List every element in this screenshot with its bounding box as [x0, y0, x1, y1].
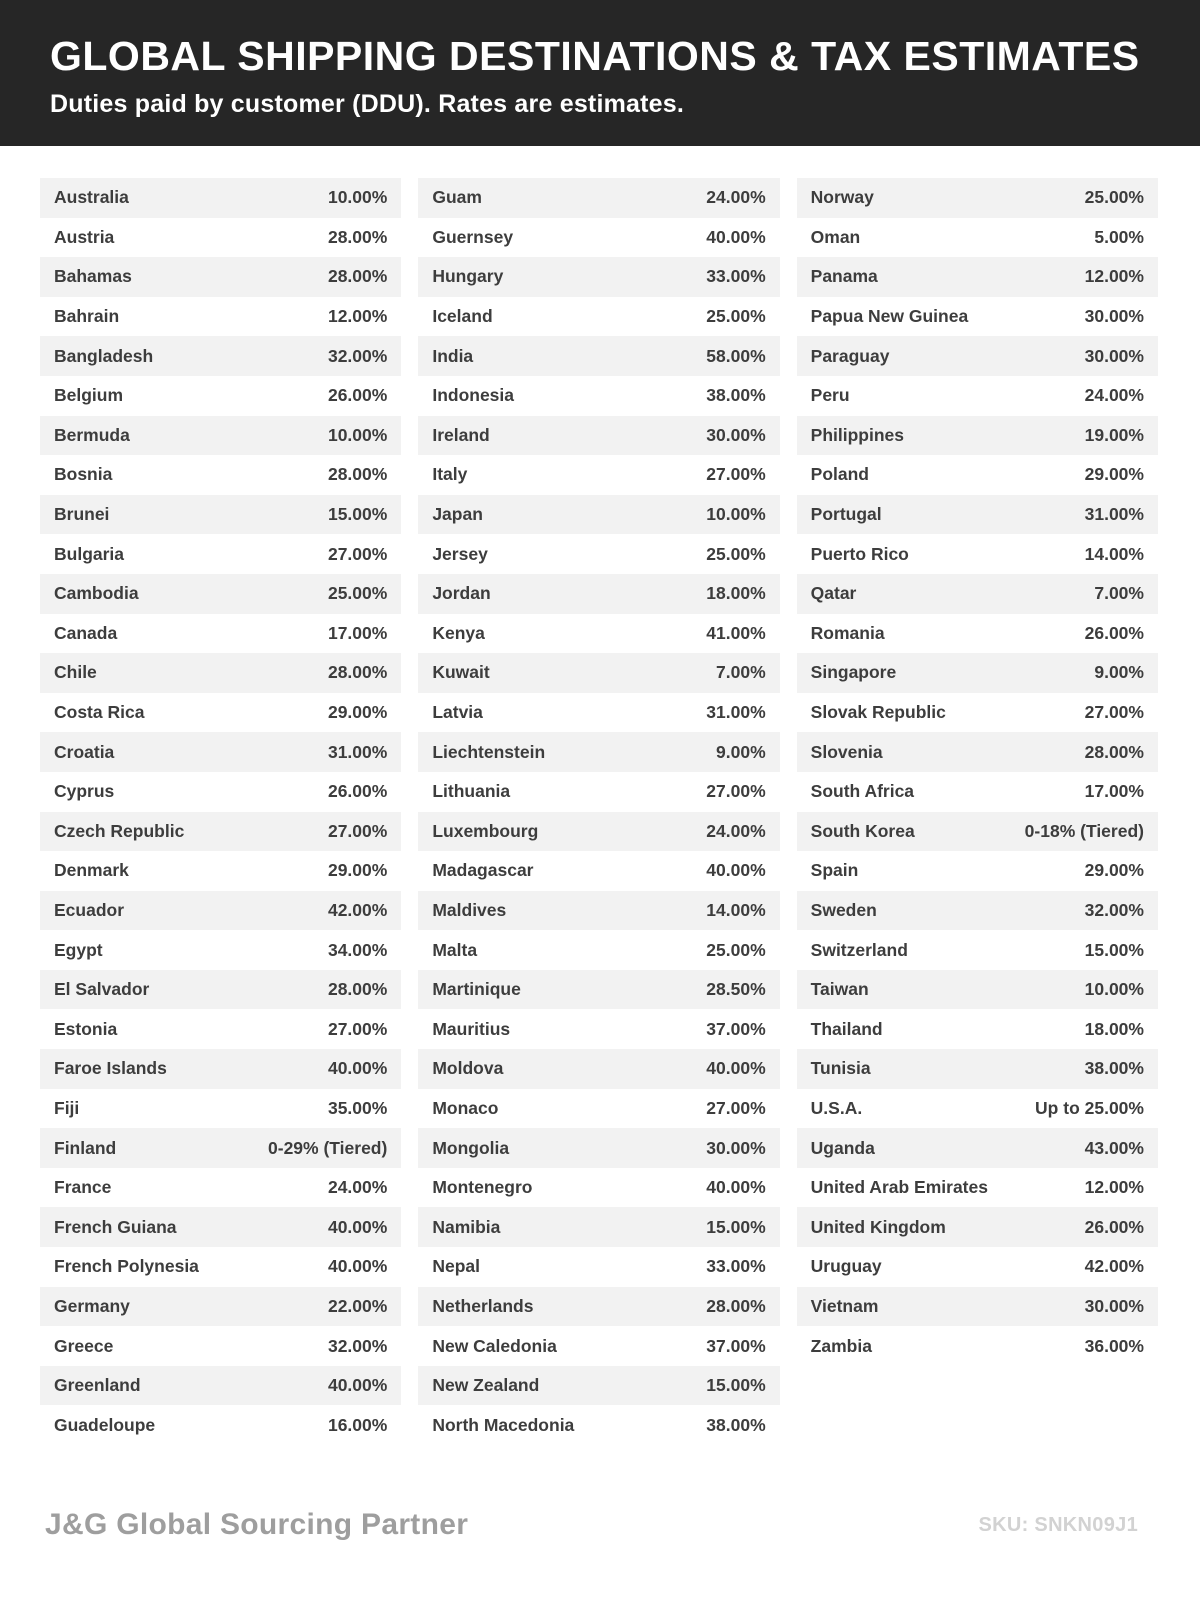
- rates-table: [40, 178, 1158, 1445]
- rate-value: 31.00%: [706, 702, 766, 723]
- rate-value: 32.00%: [1084, 899, 1144, 920]
- table-row: [40, 1128, 401, 1168]
- table-row: [418, 1128, 779, 1168]
- country-label: Bermuda: [54, 424, 130, 445]
- table-row: [40, 416, 401, 456]
- country-label: Fiji: [54, 1097, 80, 1118]
- table-row: [418, 1247, 779, 1287]
- rate-value: 15.00%: [706, 1216, 766, 1237]
- rate-value: 40.00%: [706, 1058, 766, 1079]
- country-label: New Caledonia: [432, 1335, 557, 1356]
- rates-column-3: [797, 178, 1158, 1445]
- country-label: Spain: [810, 860, 859, 881]
- footer: [45, 1508, 1138, 1542]
- country-label: Latvia: [432, 702, 483, 723]
- rate-value: 15.00%: [1084, 939, 1144, 960]
- rate-value: 26.00%: [1084, 1216, 1144, 1237]
- rate-value: 41.00%: [706, 622, 766, 643]
- country-label: Chile: [54, 662, 97, 683]
- country-label: Hungary: [432, 266, 504, 287]
- rate-value: 17.00%: [327, 622, 388, 643]
- country-label: New Zealand: [432, 1375, 540, 1396]
- rate-value: 30.00%: [1084, 1295, 1144, 1316]
- country-label: South Korea: [810, 820, 915, 841]
- country-label: French Polynesia: [54, 1256, 199, 1277]
- country-label: Madagascar: [432, 860, 534, 881]
- rate-value: 9.00%: [716, 741, 766, 762]
- country-label: Bulgaria: [54, 543, 125, 564]
- rate-value: 12.00%: [1084, 1177, 1144, 1198]
- page-subtitle: Duties paid by customer (DDU). Rates are estimates.: [50, 90, 685, 119]
- table-row: [418, 218, 779, 258]
- table-row: [40, 693, 401, 733]
- country-label: United Kingdom: [810, 1216, 946, 1237]
- country-label: Bosnia: [54, 464, 113, 485]
- country-label: Germany: [54, 1295, 130, 1316]
- table-row: [797, 495, 1158, 535]
- country-label: Peru: [810, 385, 850, 406]
- country-label: Moldova: [432, 1058, 504, 1079]
- table-row: [797, 1326, 1158, 1366]
- table-row: [418, 257, 779, 297]
- rate-value: 7.00%: [716, 662, 766, 683]
- table-row: [418, 1366, 779, 1406]
- table-row: [797, 891, 1158, 931]
- table-row: [797, 614, 1158, 654]
- table-row: [418, 1207, 779, 1247]
- country-label: Luxembourg: [432, 820, 539, 841]
- country-label: El Salvador: [54, 979, 150, 1000]
- table-row: [797, 930, 1158, 970]
- table-row: [40, 1326, 401, 1366]
- table-row: [418, 772, 779, 812]
- rate-value: 28.00%: [327, 662, 388, 683]
- rate-value: 31.00%: [1084, 504, 1144, 525]
- country-label: Kenya: [432, 622, 485, 643]
- rates-column-2: [418, 178, 779, 1445]
- country-label: Egypt: [54, 939, 103, 960]
- country-label: Mauritius: [432, 1018, 511, 1039]
- country-label: Jordan: [432, 583, 491, 604]
- table-row: [797, 851, 1158, 891]
- table-row: [40, 1287, 401, 1327]
- country-label: Czech Republic: [54, 820, 185, 841]
- country-label: Kuwait: [432, 662, 490, 683]
- table-row: [40, 891, 401, 931]
- country-label: Portugal: [810, 504, 882, 525]
- rate-value: 12.00%: [1084, 266, 1144, 287]
- country-label: Paraguay: [810, 345, 890, 366]
- table-row: [418, 1009, 779, 1049]
- country-label: Poland: [810, 464, 869, 485]
- rate-value: 24.00%: [706, 820, 766, 841]
- rate-value: 27.00%: [1084, 702, 1144, 723]
- table-row: [418, 376, 779, 416]
- rate-value: 28.00%: [1084, 741, 1144, 762]
- country-label: Taiwan: [810, 979, 869, 1000]
- country-label: Canada: [54, 622, 118, 643]
- table-row: [797, 336, 1158, 376]
- country-label: Romania: [810, 622, 885, 643]
- table-row: [797, 297, 1158, 337]
- table-row: [418, 574, 779, 614]
- rate-value: 25.00%: [706, 306, 766, 327]
- country-label: Vietnam: [810, 1295, 879, 1316]
- rate-value: 28.00%: [327, 979, 388, 1000]
- country-label: U.S.A.: [810, 1097, 863, 1118]
- rate-value: 43.00%: [1084, 1137, 1144, 1158]
- table-row: [40, 1366, 401, 1406]
- country-label: Papua New Guinea: [810, 306, 969, 327]
- table-row: [797, 1168, 1158, 1208]
- rate-value: Up to 25.00%: [1035, 1097, 1144, 1118]
- rate-value: 12.00%: [327, 306, 388, 327]
- table-row: [797, 1049, 1158, 1089]
- rate-value: 40.00%: [706, 226, 766, 247]
- rate-value: 33.00%: [706, 1256, 766, 1277]
- table-row: [40, 1168, 401, 1208]
- table-row: [418, 297, 779, 337]
- country-label: Singapore: [810, 662, 897, 683]
- rate-value: 24.00%: [706, 187, 766, 208]
- table-row: [797, 653, 1158, 693]
- rate-value: 25.00%: [1084, 187, 1144, 208]
- country-label: Namibia: [432, 1216, 501, 1237]
- table-row: [40, 970, 401, 1010]
- country-label: Estonia: [54, 1018, 118, 1039]
- rate-value: 25.00%: [327, 583, 388, 604]
- country-label: Greece: [54, 1335, 114, 1356]
- table-row: [40, 653, 401, 693]
- table-row: [797, 732, 1158, 772]
- rate-value: 32.00%: [327, 345, 388, 366]
- country-label: Oman: [810, 226, 861, 247]
- rate-value: 32.00%: [327, 1335, 388, 1356]
- rate-value: 19.00%: [1084, 424, 1144, 445]
- rate-value: 10.00%: [327, 424, 388, 445]
- table-row: [797, 693, 1158, 733]
- table-row: [797, 416, 1158, 456]
- rate-value: 27.00%: [327, 1018, 388, 1039]
- rate-value: 38.00%: [706, 385, 766, 406]
- rate-value: 0-29% (Tiered): [268, 1137, 388, 1158]
- country-label: Uruguay: [810, 1256, 882, 1277]
- country-label: Bahrain: [54, 306, 120, 327]
- table-row: [418, 178, 779, 218]
- country-label: Mongolia: [432, 1137, 510, 1158]
- table-row: [797, 218, 1158, 258]
- country-label: United Arab Emirates: [810, 1177, 988, 1198]
- rate-value: 10.00%: [706, 504, 766, 525]
- country-label: Austria: [54, 226, 115, 247]
- country-label: Ireland: [432, 424, 490, 445]
- rate-value: 27.00%: [706, 781, 766, 802]
- rate-value: 38.00%: [706, 1414, 766, 1435]
- rate-value: 25.00%: [706, 939, 766, 960]
- rate-value: 38.00%: [1084, 1058, 1144, 1079]
- table-row: [418, 812, 779, 852]
- rate-value: 36.00%: [1084, 1335, 1144, 1356]
- table-row: [418, 732, 779, 772]
- table-row: [797, 376, 1158, 416]
- rate-value: 30.00%: [706, 1137, 766, 1158]
- rate-value: 14.00%: [1084, 543, 1144, 564]
- table-row: [797, 1128, 1158, 1168]
- rate-value: 27.00%: [706, 464, 766, 485]
- table-row: [418, 970, 779, 1010]
- rate-value: 15.00%: [327, 504, 388, 525]
- table-row: [418, 614, 779, 654]
- table-row: [418, 851, 779, 891]
- table-row: [797, 534, 1158, 574]
- table-row: [40, 297, 401, 337]
- table-row: [40, 812, 401, 852]
- rate-value: 35.00%: [327, 1097, 388, 1118]
- table-row: [418, 336, 779, 376]
- rate-value: 18.00%: [706, 583, 766, 604]
- table-row: [40, 1207, 401, 1247]
- table-row: [418, 416, 779, 456]
- rate-value: 10.00%: [1084, 979, 1144, 1000]
- table-row: [418, 930, 779, 970]
- table-row: [797, 1089, 1158, 1129]
- table-row: [40, 1049, 401, 1089]
- rate-value: 29.00%: [1084, 860, 1144, 881]
- table-row: [418, 693, 779, 733]
- rate-value: 7.00%: [1094, 583, 1144, 604]
- table-row: [797, 257, 1158, 297]
- country-label: Guernsey: [432, 226, 514, 247]
- table-row: [40, 257, 401, 297]
- country-label: Lithuania: [432, 781, 511, 802]
- rate-value: 25.00%: [706, 543, 766, 564]
- rate-value: 15.00%: [706, 1375, 766, 1396]
- table-row: [797, 772, 1158, 812]
- table-row: [40, 1089, 401, 1129]
- table-row: [418, 1287, 779, 1327]
- country-label: Malta: [432, 939, 478, 960]
- rate-value: 58.00%: [706, 345, 766, 366]
- table-row: [797, 574, 1158, 614]
- country-label: Greenland: [54, 1375, 141, 1396]
- rate-value: 34.00%: [327, 939, 388, 960]
- country-label: Tunisia: [810, 1058, 871, 1079]
- table-row: [40, 218, 401, 258]
- rate-value: 27.00%: [327, 820, 388, 841]
- country-label: Maldives: [432, 899, 507, 920]
- country-label: India: [432, 345, 474, 366]
- rate-value: 37.00%: [706, 1335, 766, 1356]
- country-label: Slovak Republic: [810, 702, 946, 723]
- table-row: [797, 1207, 1158, 1247]
- country-label: Montenegro: [432, 1177, 533, 1198]
- rate-value: 30.00%: [1084, 345, 1144, 366]
- table-row: [40, 455, 401, 495]
- country-label: Faroe Islands: [54, 1058, 167, 1079]
- rate-value: 40.00%: [327, 1375, 388, 1396]
- country-label: Netherlands: [432, 1295, 534, 1316]
- rate-value: 9.00%: [1094, 662, 1144, 683]
- country-label: Indonesia: [432, 385, 515, 406]
- rate-value: 27.00%: [327, 543, 388, 564]
- country-label: Australia: [54, 187, 129, 208]
- rate-value: 28.00%: [327, 226, 388, 247]
- table-row: [797, 1287, 1158, 1327]
- table-row: [40, 376, 401, 416]
- country-label: Belgium: [54, 385, 124, 406]
- table-row: [40, 1405, 401, 1445]
- country-label: Panama: [810, 266, 878, 287]
- rate-value: 40.00%: [327, 1058, 388, 1079]
- table-row: [40, 336, 401, 376]
- sku-text: SKU: SNKN09J1: [978, 1513, 1138, 1536]
- table-row: [40, 732, 401, 772]
- table-row: [418, 1089, 779, 1129]
- rate-value: 26.00%: [327, 385, 388, 406]
- rate-value: 26.00%: [327, 781, 388, 802]
- rate-value: 27.00%: [706, 1097, 766, 1118]
- table-row: [797, 812, 1158, 852]
- table-row: [418, 891, 779, 931]
- country-label: Bahamas: [54, 266, 132, 287]
- country-label: Cambodia: [54, 583, 139, 604]
- rate-value: 14.00%: [706, 899, 766, 920]
- table-row: [418, 534, 779, 574]
- country-label: Jersey: [432, 543, 488, 564]
- table-row: [40, 1247, 401, 1287]
- rate-value: 40.00%: [327, 1256, 388, 1277]
- country-label: Japan: [432, 504, 483, 525]
- country-label: Croatia: [54, 741, 115, 762]
- rate-value: 0-18% (Tiered): [1024, 820, 1144, 841]
- rate-value: 37.00%: [706, 1018, 766, 1039]
- rate-value: 29.00%: [327, 860, 388, 881]
- country-label: Italy: [432, 464, 468, 485]
- table-row: [40, 495, 401, 535]
- rate-value: 42.00%: [1084, 1256, 1144, 1277]
- table-row: [40, 614, 401, 654]
- country-label: Bangladesh: [54, 345, 154, 366]
- rate-value: 26.00%: [1084, 622, 1144, 643]
- table-row: [40, 574, 401, 614]
- country-label: Thailand: [810, 1018, 883, 1039]
- rate-value: 24.00%: [1084, 385, 1144, 406]
- rates-column-1: [40, 178, 401, 1445]
- country-label: Switzerland: [810, 939, 908, 960]
- table-row: [418, 495, 779, 535]
- table-row: [40, 930, 401, 970]
- header: [0, 0, 1200, 146]
- country-label: Iceland: [432, 306, 493, 327]
- country-label: Martinique: [432, 979, 521, 1000]
- table-row: [418, 1326, 779, 1366]
- rate-value: 40.00%: [706, 1177, 766, 1198]
- country-label: French Guiana: [54, 1216, 177, 1237]
- country-label: Monaco: [432, 1097, 499, 1118]
- country-label: Costa Rica: [54, 702, 145, 723]
- country-label: Uganda: [810, 1137, 875, 1158]
- table-row: [418, 1405, 779, 1445]
- rate-value: 40.00%: [706, 860, 766, 881]
- table-row: [797, 455, 1158, 495]
- country-label: Philippines: [810, 424, 905, 445]
- country-label: Finland: [54, 1137, 117, 1158]
- table-row: [797, 178, 1158, 218]
- country-label: Guadeloupe: [54, 1414, 156, 1435]
- rate-value: 22.00%: [327, 1295, 388, 1316]
- rate-value: 30.00%: [1084, 306, 1144, 327]
- rate-value: 33.00%: [706, 266, 766, 287]
- table-row: [418, 1168, 779, 1208]
- country-label: Ecuador: [54, 899, 125, 920]
- rate-value: 5.00%: [1094, 226, 1144, 247]
- page-title: GLOBAL SHIPPING DESTINATIONS & TAX ESTIMATES: [50, 33, 1140, 79]
- rate-value: 40.00%: [327, 1216, 388, 1237]
- rate-value: 42.00%: [327, 899, 388, 920]
- rate-value: 24.00%: [327, 1177, 388, 1198]
- country-label: South Africa: [810, 781, 915, 802]
- rate-value: 10.00%: [327, 187, 388, 208]
- table-row: [418, 455, 779, 495]
- rate-value: 28.00%: [327, 266, 388, 287]
- brand-text: J&G Global Sourcing Partner: [45, 1508, 469, 1541]
- table-row: [40, 851, 401, 891]
- rate-value: 16.00%: [327, 1414, 388, 1435]
- country-label: Zambia: [810, 1335, 872, 1356]
- country-label: Slovenia: [810, 741, 883, 762]
- table-row: [418, 653, 779, 693]
- country-label: Denmark: [54, 860, 129, 881]
- rate-value: 29.00%: [327, 702, 388, 723]
- country-label: North Macedonia: [432, 1414, 575, 1435]
- rate-value: 31.00%: [327, 741, 388, 762]
- rate-value: 17.00%: [1084, 781, 1144, 802]
- country-label: Brunei: [54, 504, 110, 525]
- country-label: France: [54, 1177, 112, 1198]
- table-row: [40, 534, 401, 574]
- rate-value: 28.00%: [327, 464, 388, 485]
- country-label: Cyprus: [54, 781, 115, 802]
- table-row: [797, 1009, 1158, 1049]
- rate-value: 30.00%: [706, 424, 766, 445]
- country-label: Guam: [432, 187, 482, 208]
- country-label: Puerto Rico: [810, 543, 909, 564]
- table-row: [797, 1247, 1158, 1287]
- country-label: Liechtenstein: [432, 741, 546, 762]
- rate-value: 28.50%: [706, 979, 766, 1000]
- country-label: Norway: [810, 187, 874, 208]
- rate-value: 28.00%: [706, 1295, 766, 1316]
- country-label: Sweden: [810, 899, 877, 920]
- table-row: [40, 772, 401, 812]
- rate-value: 18.00%: [1084, 1018, 1144, 1039]
- table-row: [418, 1049, 779, 1089]
- country-label: Qatar: [810, 583, 857, 604]
- table-row: [797, 970, 1158, 1010]
- table-row: [40, 178, 401, 218]
- table-row: [40, 1009, 401, 1049]
- rate-value: 29.00%: [1084, 464, 1144, 485]
- country-label: Nepal: [432, 1256, 480, 1277]
